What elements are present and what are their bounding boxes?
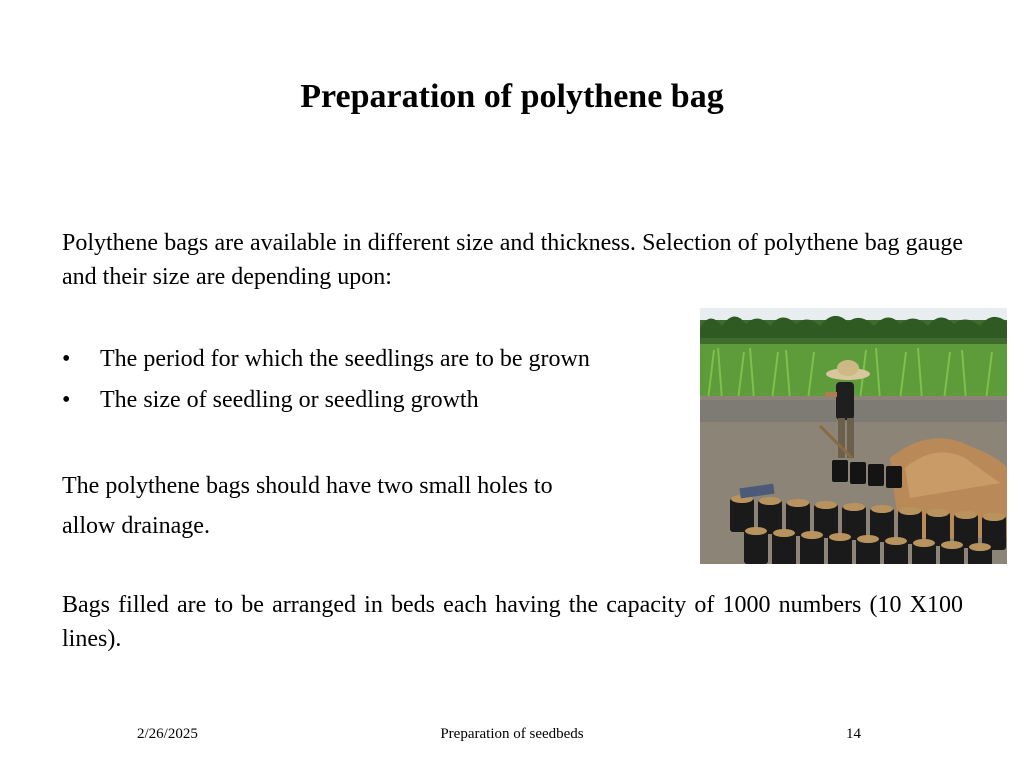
bullet-text: The size of seedling or seedling growth [100,387,479,413]
bullet-text: The period for which the seedlings are to be grown [100,346,590,372]
bullet-dot-icon: • [62,346,71,372]
nursery-photo [700,308,1007,564]
bullet-list [62,342,702,424]
footer-page-number: 14 [846,726,861,742]
footer-title: Preparation of seedbeds [440,726,584,742]
drainage-paragraph [62,466,682,546]
intro-paragraph: Polythene bags are available in different size and thickness. Selection of polythene bag gauge and their size are depending upon: [62,230,963,290]
arrangement-paragraph: Bags filled are to be arranged in beds each having the capacity of 1000 numbers (10 X100 lines). [62,592,963,652]
drainage-line-1: The polythene bags should have two small holes to [62,473,553,499]
bullet-item [62,383,702,417]
footer-date: 2/26/2025 [137,726,198,742]
slide-title: Preparation of polythene bag [300,78,724,115]
bullet-dot-icon: • [62,387,71,413]
drainage-line-2: allow drainage. [62,513,210,539]
bullet-item [62,342,702,376]
